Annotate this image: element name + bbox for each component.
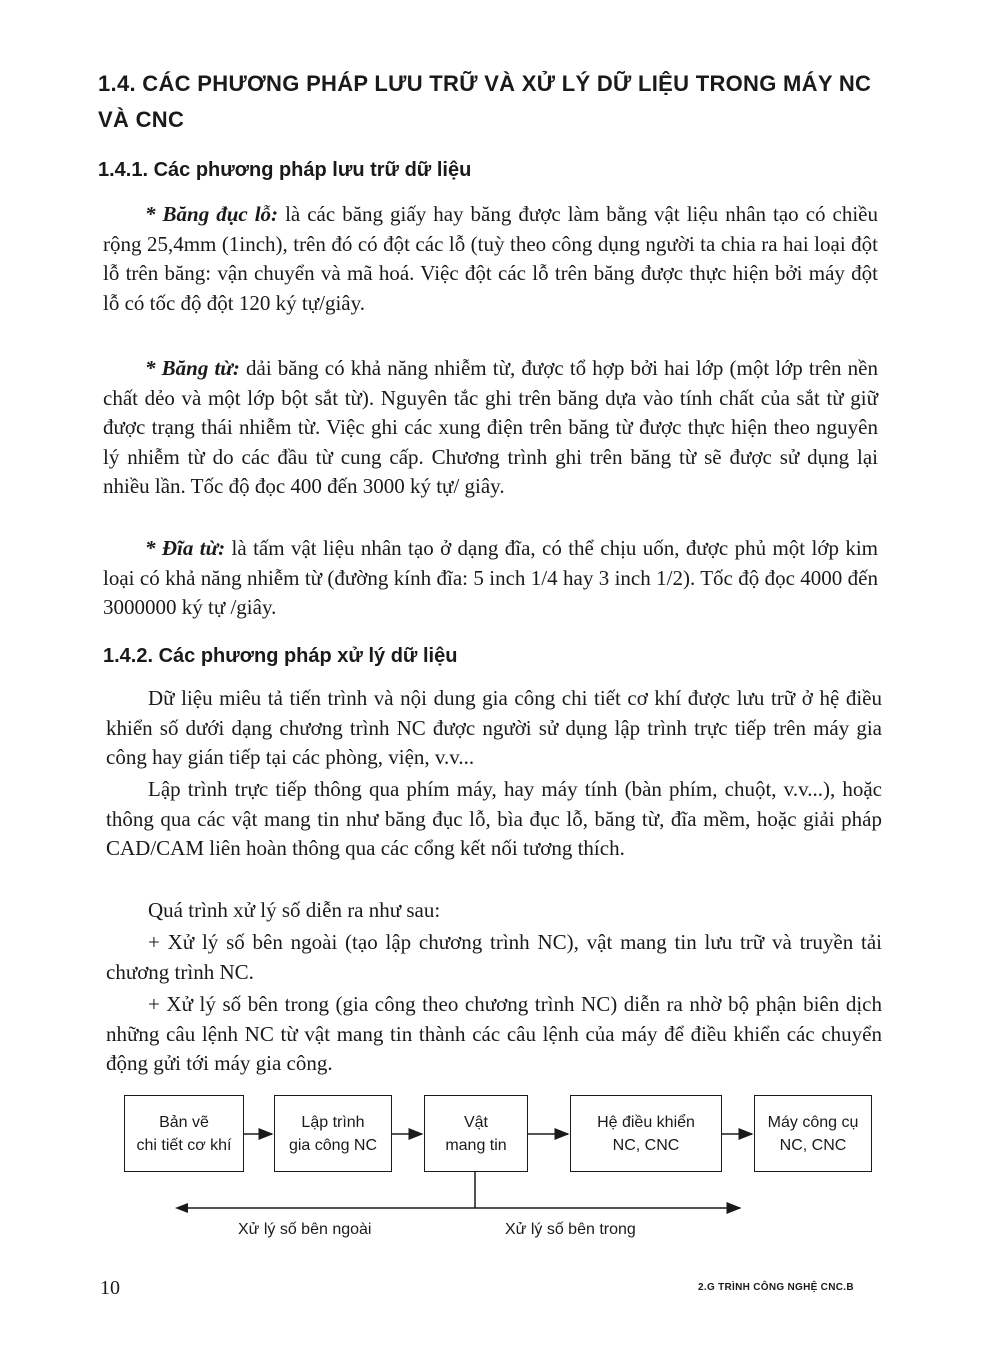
text-punched-tape: là các băng giấy hay băng được làm bằng vật liệu nhân tạo có chiều rộng 25,4mm (1inch), trên đó có đột các lỗ (tuỳ theo công dụng người ta chia ra hai loại đột lỗ trên băng: vận chuyển và mã hoá. Việc đột các lỗ trên băng được thực hiện bởi máy đột lỗ có tốc độ đột 120 ký tự/giây. (103, 202, 879, 315)
text-magnetic-tape: dải băng có khả năng nhiễm từ, được tổ hợp bởi hai lớp (một lớp trên nền chất dẻo và một lớp bột sắt từ). Nguyên tắc ghi trên băng dựa vào tính chất của sắt từ giữ được trạng thái nhiễm từ. Việc ghi các xung điện trên băng từ được thực hiện theo nguyên lý nhiễm từ do các đầu từ cung cấp. Chương trình ghi trên băng từ sẽ được sử dụng lại nhiều lần. Tốc độ đọc 400 đến 3000 ký tự/ giây. (103, 356, 878, 498)
paragraph-direct-programming: Lập trình trực tiếp thông qua phím máy, hay máy tính (bàn phím, chuột, v.v...), hoặc thông qua các vật mang tin như băng đục lỗ, bìa đục lỗ, băng từ, đĩa mềm, hoặc giải pháp CAD/CAM liên hoàn thông qua các cổng kết nối tương thích. (106, 777, 882, 860)
label-internal-processing: Xử lý số bên trong (505, 1221, 636, 1238)
subsection-heading-processing: 1.4.2. Các phương pháp xử lý dữ liệu (103, 645, 458, 667)
box-mechanical-drawing: Bản vẽ chi tiết cơ khí (124, 1095, 244, 1172)
paragraph-punched-tape (103, 200, 878, 318)
box-nc-programming: Lập trình gia công NC (274, 1095, 392, 1172)
box-data-carrier: Vật mang tin (424, 1095, 528, 1172)
label-external-processing: Xử lý số bên ngoài (238, 1221, 372, 1238)
paragraph-external-processing: + Xử lý số bên ngoài (tạo lập chương trình NC), vật mang tin lưu trữ và truyền tải chương trình NC. (106, 930, 882, 984)
box-nc-machine-tool: Máy công cụ NC, CNC (754, 1095, 872, 1172)
paragraph-internal-processing: + Xử lý số bên trong (gia công theo chương trình NC) diễn ra nhờ bộ phận biên dịch những câu lệnh NC từ vật mang tin thành các câu lệnh của máy để điều khiển các chuyển động gửi tới máy gia công. (106, 992, 882, 1075)
paragraph-data-description: Dữ liệu miêu tả tiến trình và nội dung gia công chi tiết cơ khí được lưu trữ ở hệ điều khiển số dưới dạng chương trình NC được người sử dụng lập trình trực tiếp trên máy gia công hay gián tiếp tại các phòng, viện, v.v... (106, 686, 882, 769)
page-number: 10 (100, 1277, 120, 1299)
subsection-heading-storage: 1.4.1. Các phương pháp lưu trữ dữ liệu (98, 159, 472, 181)
paragraph-process-intro: Quá trình xử lý số diễn ra như sau: (148, 898, 441, 922)
paragraph-magnetic-tape (103, 354, 878, 502)
section-title: 1.4. CÁC PHƯƠNG PHÁP LƯU TRỮ VÀ XỬ LÝ DỮ LIỆU TRONG MÁY NC VÀ CNC (98, 71, 872, 132)
span-arrow-left (175, 1203, 188, 1213)
book-code: 2.G TRÌNH CÔNG NGHỆ CNC.B (698, 1282, 854, 1293)
term-magnetic-tape: * Băng từ: (145, 356, 240, 380)
box-nc-controller: Hệ điều khiển NC, CNC (570, 1095, 722, 1172)
term-magnetic-disk: * Đĩa từ: (145, 536, 226, 560)
term-punched-tape: * Băng đục lỗ: (145, 202, 279, 226)
paragraph-magnetic-disk (103, 534, 878, 623)
text-magnetic-disk: là tấm vật liệu nhân tạo ở dạng đĩa, có thể chịu uốn, được phủ một lớp kim loại có khả năng nhiễm từ (đường kính đĩa: 5 inch 1/4 hay 3 inch 1/2). Tốc độ đọc 4000 đến 3000000 ký tự /giây. (103, 536, 878, 619)
